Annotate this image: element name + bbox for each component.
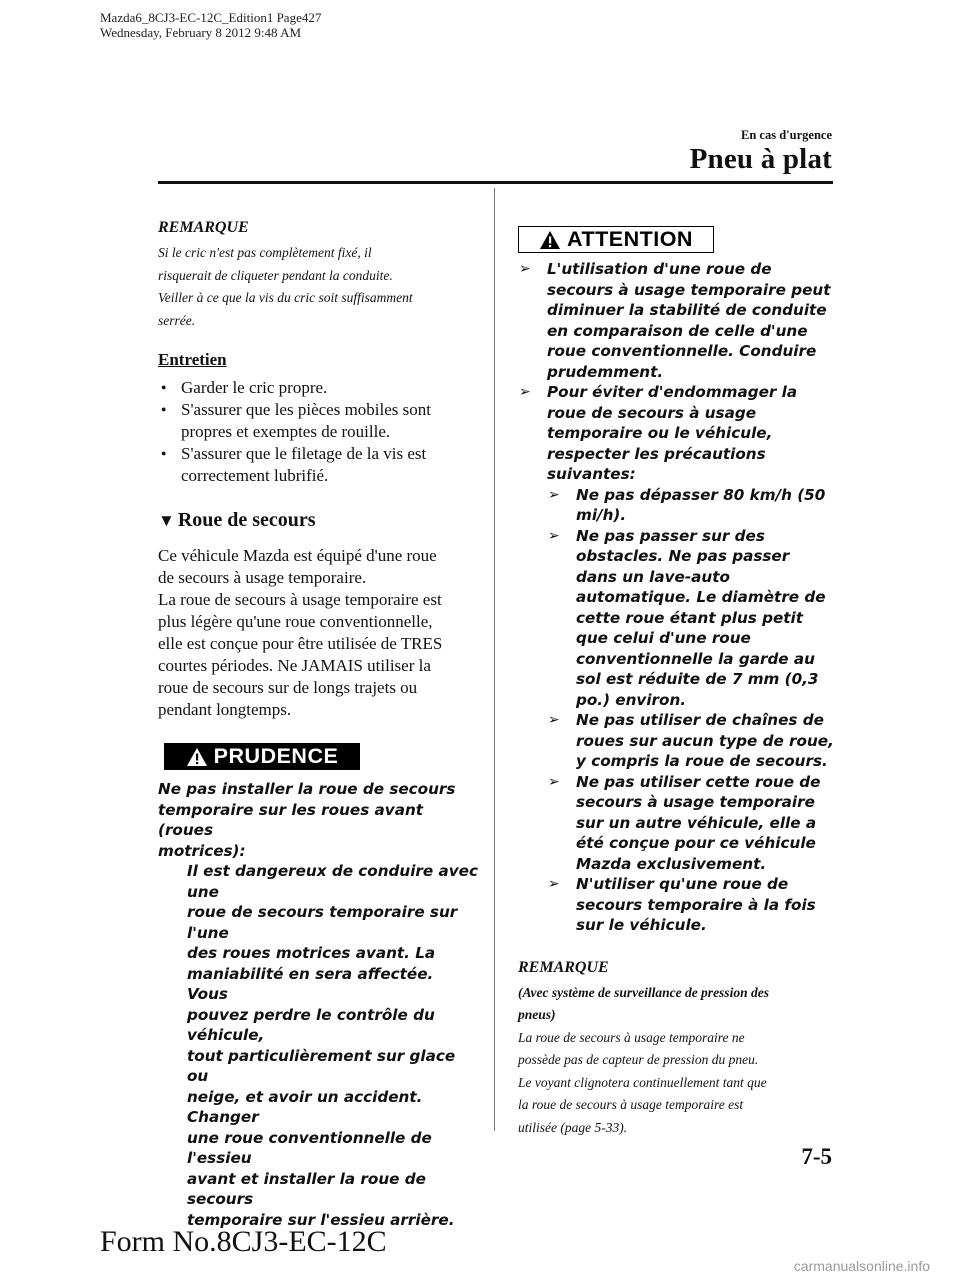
list-item: ● S'assurer que le filetage de la vis est correctement lubrifié. [158, 443, 478, 487]
column-divider [494, 188, 495, 1131]
note-line: Veiller à ce que la vis du cric soit suffisamment [158, 290, 413, 305]
prudence-detail [187, 861, 478, 1230]
text-line: temporaire sur les roues avant (roues [158, 800, 424, 839]
text-line: Il est dangereux de conduire avec une [187, 862, 478, 901]
header-rule [158, 181, 833, 184]
note-sub-line: pneus) [518, 1007, 556, 1022]
maintenance-list [158, 377, 478, 487]
spare-wheel-text [158, 545, 478, 721]
text-line: plus légère qu'une roue conventionnelle, [158, 612, 433, 631]
note-line: utilisée (page 5-33). [518, 1119, 628, 1135]
attention-sublist [547, 485, 834, 936]
spare-wheel-heading [158, 508, 478, 533]
attention-label: ATTENTION [567, 227, 693, 251]
watermark: carmanualsonline.info [793, 1258, 930, 1274]
text-line: temporaire sur l'essieu arrière. [187, 1210, 455, 1229]
list-item: ● Garder le cric propre. [158, 377, 478, 399]
spare-wheel-title: Roue de secours [177, 509, 316, 531]
left-column [158, 218, 478, 1230]
form-number: Form No.8CJ3-EC-12C [100, 1225, 387, 1258]
list-item-text: Pour éviter d'endommager la roue de secours à usage temporaire ou le véhicule, respecter les précautions suivantes: [547, 383, 798, 483]
maintenance-heading: Entretien [158, 350, 227, 369]
sub-list-item: ➢ Ne pas passer sur des obstacles. Ne pas passer dans un lave-auto automatique. Le diamètre de cette roue étant plus petit que celui d'une roue conventionnelle la garde au sol est réduite de 7 mm (0,3 po.) environ. [547, 526, 834, 711]
text-line: des roues motrices avant. La [187, 944, 436, 962]
note-line: Le voyant clignotera continuellement tant que [518, 1074, 767, 1090]
text-line: neige, et avoir un accident. Changer [187, 1087, 423, 1126]
document-meta [100, 10, 321, 40]
attention-badge [518, 226, 714, 253]
warning-icon [186, 747, 208, 767]
section-label: En cas d'urgence [741, 128, 832, 142]
doc-id-line: Mazda6_8CJ3-EC-12C_Edition1 Page427 [100, 10, 322, 25]
text-line: de secours à usage temporaire. [158, 568, 367, 587]
text-line: pendant longtemps. [158, 700, 292, 719]
page-title: Pneu à plat [689, 143, 832, 175]
list-item: ➢ L'utilisation d'une roue de secours à usage temporaire peut diminuer la stabilité de conduite en comparaison de celle d'une roue conventionnelle. Conduire prudemment. [518, 259, 834, 382]
note-heading: REMARQUE [518, 958, 609, 976]
sub-list-item: ➢ Ne pas utiliser cette roue de secours à usage temporaire sur un autre véhicule, elle a été conçue pour ce véhicule Mazda exclusivement. [547, 772, 834, 875]
attention-list [518, 259, 834, 936]
right-column [518, 226, 834, 1139]
note-line: risquerait de cliqueter pendant la conduite. [158, 267, 393, 283]
prudence-label: PRUDENCE [213, 744, 339, 768]
text-line: elle est conçue pour être utilisée de TRES [158, 634, 443, 653]
text-line: Ce véhicule Mazda est équipé d'une roue [158, 546, 437, 565]
note-line: possède pas de capteur de pression du pneu. [518, 1052, 759, 1067]
page-number: 7-5 [801, 1144, 832, 1169]
list-item [518, 382, 834, 936]
text-line: roue de secours temporaire sur l'une [187, 903, 458, 942]
text-line: une roue conventionnelle de l'essieu [187, 1128, 432, 1167]
note-line: serrée. [158, 312, 196, 328]
sub-list-item: ➢ N'utiliser qu'une roue de secours temporaire à la fois sur le véhicule. [547, 874, 834, 936]
text-line: courtes périodes. Ne JAMAIS utiliser la [158, 656, 431, 675]
sub-list-item: ➢ Ne pas utiliser de chaînes de roues sur aucun type de roue, y compris la roue de secours. [547, 710, 834, 772]
text-line: motrices): [158, 841, 246, 860]
prudence-badge [164, 743, 360, 770]
note-line: la roue de secours à usage temporaire est [518, 1097, 744, 1112]
note-sub-line: (Avec système de surveillance de pression des [518, 984, 769, 1000]
doc-date-line: Wednesday, February 8 2012 9:48 AM [100, 25, 302, 40]
text-line: pouvez perdre le contrôle du véhicule, [187, 1005, 435, 1044]
note-block [158, 218, 478, 332]
text-line: roue de secours sur de longs trajets ou [158, 678, 418, 697]
prudence-text [158, 779, 478, 1230]
warning-icon [539, 230, 561, 250]
triangle-marker-icon: ▼ [158, 511, 175, 530]
note-block [518, 958, 834, 1140]
note-heading: REMARQUE [158, 219, 249, 236]
sub-list-item: ➢ Ne pas dépasser 80 km/h (50 mi/h). [547, 485, 834, 526]
text-line: tout particulièrement sur glace ou [187, 1046, 456, 1085]
text-line: La roue de secours à usage temporaire est [158, 590, 442, 609]
list-item: ● S'assurer que les pièces mobiles sont propres et exemptes de rouille. [158, 399, 478, 443]
note-line: Si le cric n'est pas complètement fixé, il [158, 245, 372, 260]
text-line: maniabilité en sera affectée. Vous [187, 964, 434, 1003]
text-line: avant et installer la roue de secours [187, 1169, 426, 1208]
text-line: Ne pas installer la roue de secours [158, 780, 456, 798]
note-line: La roue de secours à usage temporaire ne [518, 1029, 745, 1045]
